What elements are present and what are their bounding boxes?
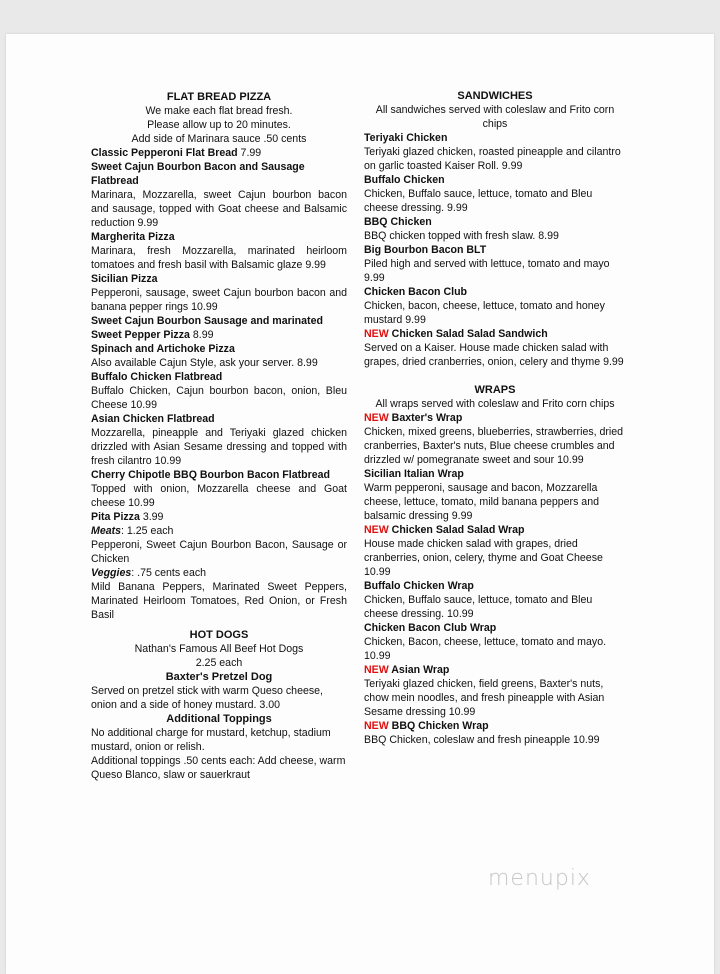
item-name: Margherita Pizza bbox=[91, 231, 175, 243]
item-desc: Chicken, bacon, cheese, lettuce, tomato and honey mustard 9.99 bbox=[364, 300, 605, 326]
item-name: Classic Pepperoni Flat Bread bbox=[91, 147, 238, 159]
new-badge: NEW bbox=[364, 720, 389, 732]
hotdogs-title: HOT DOGS bbox=[189, 629, 249, 641]
item-desc: Topped with onion, Mozzarella cheese and Goat cheese 10.99 bbox=[91, 483, 347, 509]
flatbread-intro-3: Add side of Marinara sauce .50 cents bbox=[131, 133, 307, 145]
meats-price: : 1.25 each bbox=[121, 525, 174, 537]
new-badge: NEW bbox=[364, 664, 389, 676]
menu-item bbox=[91, 146, 347, 160]
menu-item bbox=[364, 131, 626, 173]
wraps-intro: All wraps served with coleslaw and Frito corn chips bbox=[375, 398, 615, 410]
menu-item bbox=[364, 719, 626, 747]
item-desc: Chicken, mixed greens, blueberries, strawberries, dried cranberries, Baxter's nuts, Blue cheese crumbles and drizzled w/ pomegranate sweet and sour 10.99 bbox=[364, 426, 624, 466]
pretzel-dog-desc: Served on pretzel stick with warm Queso cheese, onion and a side of honey mustard. 3.00 bbox=[91, 685, 323, 711]
item-name: Asian Chicken Flatbread bbox=[91, 413, 215, 425]
menu-item bbox=[364, 523, 626, 579]
toppings-desc-2: Additional toppings .50 cents each: Add cheese, warm Queso Blanco, slaw or sauerkraut bbox=[91, 755, 346, 781]
veggies-price: : .75 cents each bbox=[131, 567, 207, 579]
item-price: 3.99 bbox=[139, 511, 164, 523]
wraps-title: WRAPS bbox=[474, 384, 516, 396]
menu-item bbox=[364, 467, 626, 523]
toppings-title: Additional Toppings bbox=[166, 713, 272, 725]
menu-item bbox=[91, 412, 347, 468]
menu-item bbox=[364, 243, 626, 285]
meats-label: Meats bbox=[91, 525, 122, 537]
menu-item bbox=[91, 342, 347, 370]
veggies-label: Veggies bbox=[91, 567, 132, 579]
item-name: Spinach and Artichoke Pizza bbox=[91, 343, 235, 355]
item-desc: Chicken, Buffalo sauce, lettuce, tomato and Bleu cheese dressing. 10.99 bbox=[364, 594, 593, 620]
item-desc: Chicken, Bacon, cheese, lettuce, tomato and mayo. 10.99 bbox=[364, 636, 607, 662]
item-desc: Buffalo Chicken, Cajun bourbon bacon, onion, Bleu Cheese 10.99 bbox=[91, 385, 347, 411]
menu-item bbox=[91, 370, 347, 412]
item-name: Teriyaki Chicken bbox=[364, 132, 448, 144]
hotdogs-line-1: Nathan's Famous All Beef Hot Dogs bbox=[134, 643, 304, 655]
toppings-desc-1: No additional charge for mustard, ketchup, stadium mustard, onion or relish. bbox=[91, 727, 331, 753]
item-name: Sweet Cajun Bourbon Bacon and Sausage Flatbread bbox=[91, 161, 305, 187]
veggies-desc: Mild Banana Peppers, Marinated Sweet Peppers, Marinated Heirloom Tomatoes, Red Onion, or Fresh Basil bbox=[91, 581, 347, 621]
item-desc: Also available Cajun Style, ask your server. 8.99 bbox=[91, 357, 318, 369]
item-desc: BBQ Chicken, coleslaw and fresh pineapple 10.99 bbox=[364, 734, 600, 746]
item-desc: Marinara, Mozzarella, sweet Cajun bourbon bacon and sausage, topped with Goat cheese and Balsamic reduction 9.99 bbox=[91, 189, 347, 229]
sandwiches-title: SANDWICHES bbox=[457, 90, 533, 102]
item-name: Baxter's Wrap bbox=[391, 412, 463, 424]
menu-item bbox=[91, 230, 347, 272]
new-badge: NEW bbox=[364, 328, 389, 340]
menu-item bbox=[364, 215, 626, 243]
item-price: 8.99 bbox=[189, 329, 214, 341]
flatbread-title: FLAT BREAD PIZZA bbox=[166, 91, 272, 103]
menu-item bbox=[364, 327, 626, 369]
menu-item bbox=[91, 272, 347, 314]
sandwiches-intro: All sandwiches served with coleslaw and Frito corn chips bbox=[375, 104, 615, 130]
menupix-watermark: menupix bbox=[488, 866, 591, 891]
item-desc: Served on a Kaiser. House made chicken salad with grapes, dried cranberries, onion, celery and thyme 9.99 bbox=[364, 342, 624, 368]
menu-item bbox=[364, 411, 626, 467]
menu-item bbox=[91, 160, 347, 230]
meats-option bbox=[91, 524, 347, 538]
new-badge: NEW bbox=[364, 524, 389, 536]
meats-desc: Pepperoni, Sweet Cajun Bourbon Bacon, Sausage or Chicken bbox=[91, 539, 347, 565]
right-column bbox=[364, 89, 626, 747]
item-name: Sicilian Pizza bbox=[91, 273, 158, 285]
item-name: BBQ Chicken bbox=[364, 216, 432, 228]
item-name: Chicken Bacon Club bbox=[364, 286, 468, 298]
item-desc: Pepperoni, sausage, sweet Cajun bourbon bacon and banana pepper rings 10.99 bbox=[91, 287, 347, 313]
pretzel-dog-title: Baxter's Pretzel Dog bbox=[165, 671, 273, 683]
veggies-option bbox=[91, 566, 347, 580]
menu-item bbox=[364, 663, 626, 719]
item-price: 7.99 bbox=[237, 147, 262, 159]
menu-item bbox=[91, 314, 347, 342]
item-name: Cherry Chipotle BBQ Bourbon Bacon Flatbread bbox=[91, 469, 330, 481]
item-name: Sicilian Italian Wrap bbox=[364, 468, 464, 480]
item-name: Sweet Cajun Bourbon Sausage and marinated Sweet Pepper Pizza bbox=[91, 315, 323, 341]
item-name: Buffalo Chicken Flatbread bbox=[91, 371, 223, 383]
menu-item bbox=[364, 285, 626, 327]
item-desc: Piled high and served with lettuce, tomato and mayo 9.99 bbox=[364, 258, 610, 284]
new-badge: NEW bbox=[364, 412, 389, 424]
item-name: Chicken Bacon Club Wrap bbox=[364, 622, 497, 634]
flatbread-intro-1: We make each flat bread fresh. bbox=[145, 105, 293, 117]
item-name: BBQ Chicken Wrap bbox=[391, 720, 489, 732]
item-name: Buffalo Chicken Wrap bbox=[364, 580, 474, 592]
item-desc: Warm pepperoni, sausage and bacon, Mozzarella cheese, lettuce, tomato, mild banana peppers and balsamic dressing 9.99 bbox=[364, 482, 599, 522]
item-desc: House made chicken salad with grapes, dried cranberries, onion, celery, thyme and Goat Cheese 10.99 bbox=[364, 538, 603, 578]
item-desc: Chicken, Buffalo sauce, lettuce, tomato and Bleu cheese dressing. 9.99 bbox=[364, 188, 593, 214]
hotdogs-line-2: 2.25 each bbox=[195, 657, 243, 669]
item-desc: Marinara, fresh Mozzarella, marinated heirloom tomatoes and fresh basil with Balsamic glaze 9.99 bbox=[91, 245, 347, 271]
item-name: Pita Pizza bbox=[91, 511, 140, 523]
menu-item bbox=[364, 621, 626, 663]
item-desc: Teriyaki glazed chicken, roasted pineapple and cilantro on garlic toasted Kaiser Roll. 9.99 bbox=[364, 146, 621, 172]
item-name: Buffalo Chicken bbox=[364, 174, 445, 186]
menu-item bbox=[91, 468, 347, 510]
item-desc: BBQ chicken topped with fresh slaw. 8.99 bbox=[364, 230, 559, 242]
item-name: Chicken Salad Salad Sandwich bbox=[391, 328, 548, 340]
left-column bbox=[91, 90, 347, 782]
flatbread-intro-2: Please allow up to 20 minutes. bbox=[147, 119, 291, 131]
item-name: Big Bourbon Bacon BLT bbox=[364, 244, 487, 256]
menu-item bbox=[91, 510, 347, 524]
menu-item bbox=[364, 173, 626, 215]
item-desc: Mozzarella, pineapple and Teriyaki glazed chicken drizzled with Asian Sesame dressing and topped with fresh cilantro 10.99 bbox=[91, 427, 347, 467]
item-name: Chicken Salad Salad Wrap bbox=[391, 524, 525, 536]
menu-item bbox=[364, 579, 626, 621]
item-name: Asian Wrap bbox=[391, 664, 450, 676]
item-desc: Teriyaki glazed chicken, field greens, Baxter's nuts, chow mein noodles, and fresh pineapple with Asian Sesame dressing 10.99 bbox=[364, 678, 605, 718]
